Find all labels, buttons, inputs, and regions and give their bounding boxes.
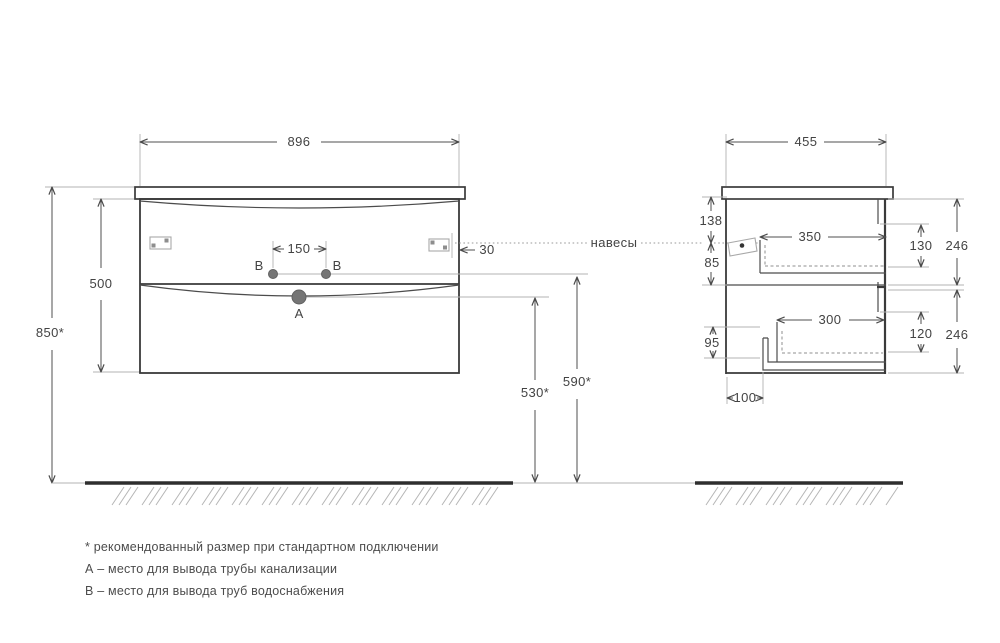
floor-hatch-line: [389, 487, 401, 505]
floor-hatch-line: [269, 487, 281, 505]
floor-hatch-line: [209, 487, 221, 505]
floor-hatch-line: [479, 487, 491, 505]
floor-hatch-line: [119, 487, 131, 505]
floor-hatch-line: [292, 487, 304, 505]
floor-hatch-line: [112, 487, 124, 505]
point-b-right-dot: [322, 270, 331, 279]
dim-side-depth: 455: [794, 134, 818, 149]
floor-hatch-line: [713, 487, 725, 505]
footnotes: [85, 540, 439, 598]
floor-hatch-line: [336, 487, 348, 505]
floor: [52, 483, 903, 505]
dim-bottom-drawer-depth: 300: [818, 312, 842, 327]
hanger-bracket-side: [728, 238, 757, 256]
dim-faucet-spacing: 150: [287, 241, 311, 256]
point-b-left-dot: [269, 270, 278, 279]
dim-front-width: 896: [287, 134, 311, 149]
floor-hatch-line: [156, 487, 168, 505]
dim-drain-height: 530*: [520, 385, 550, 400]
floor-hatch-line: [472, 487, 484, 505]
floor-hatch-line: [186, 487, 198, 505]
dim-top-front-height: 246: [945, 238, 969, 253]
dim-top-drawer-height: 130: [909, 238, 933, 253]
floor-hatch-line: [803, 487, 815, 505]
dim-bottom-front-height: 246: [945, 327, 969, 342]
countertop-front: [135, 187, 465, 199]
floor-hatch-line: [329, 487, 341, 505]
floor-hatch-line: [743, 487, 755, 505]
floor-hatch-line: [366, 487, 378, 505]
floor-hatch-line: [863, 487, 875, 505]
floor-hatch-line: [886, 487, 898, 505]
floor-hatch-line: [766, 487, 778, 505]
floor-hatch-line: [216, 487, 228, 505]
note-point-b: В – место для вывода труб водоснабжения: [85, 584, 345, 598]
floor-hatch-line: [780, 487, 792, 505]
dim-top-to-hanger: 138: [699, 213, 723, 228]
floor-hatch-line: [359, 487, 371, 505]
floor-hatch-line: [773, 487, 785, 505]
floor-hatch-line: [262, 487, 274, 505]
floor-hatch-line: [299, 487, 311, 505]
top-drawer-curve: [140, 201, 459, 208]
floor-hatch-line: [322, 487, 334, 505]
point-a-dot: [292, 290, 306, 304]
floor-hatch-line: [232, 487, 244, 505]
cabinet-body-front: [140, 199, 459, 373]
label-hangers: навесы: [590, 235, 638, 250]
floor-hatch-line: [456, 487, 468, 505]
floor-hatching-side: [706, 487, 898, 505]
floor-hatch-line: [426, 487, 438, 505]
floor-hatch-line: [382, 487, 394, 505]
dim-siphon-offset: 100: [733, 390, 757, 405]
side-view: [700, 134, 969, 405]
floor-hatch-line: [276, 487, 288, 505]
floor-hatch-line: [442, 487, 454, 505]
floor-hatch-line: [419, 487, 431, 505]
floor-hatch-line: [179, 487, 191, 505]
drawer-bottom-panel-notch: [763, 338, 886, 370]
floor-hatch-line: [720, 487, 732, 505]
floor-hatch-line: [126, 487, 138, 505]
dim-supply-height: 590*: [562, 374, 592, 389]
floor-hatch-line: [750, 487, 762, 505]
floor-hatch-line: [833, 487, 845, 505]
label-point-b-right: B: [332, 258, 342, 273]
dim-total-height: 850*: [35, 325, 65, 340]
floor-hatch-line: [826, 487, 838, 505]
floor-hatch-line: [736, 487, 748, 505]
note-point-a: А – место для вывода трубы канализации: [85, 562, 338, 576]
floor-hatching-front: [112, 487, 498, 505]
dim-bottom-drawer-height: 120: [909, 326, 933, 341]
floor-hatch-line: [796, 487, 808, 505]
dim-top-drawer-depth: 350: [798, 229, 822, 244]
floor-hatch-line: [449, 487, 461, 505]
floor-hatch-line: [840, 487, 852, 505]
dim-hanger-to-shelf: 85: [704, 255, 720, 270]
floor-hatch-line: [202, 487, 214, 505]
floor-hatch-line: [870, 487, 882, 505]
dim-siphon-height: 95: [704, 335, 720, 350]
note-recommended: * рекомендованный размер при стандартном подключении: [85, 540, 439, 554]
floor-hatch-line: [142, 487, 154, 505]
label-point-a: A: [294, 306, 304, 321]
floor-hatch-line: [172, 487, 184, 505]
dim-front-height: 500: [89, 276, 113, 291]
floor-hatch-line: [246, 487, 258, 505]
dim-bracket-offset: 30: [479, 242, 495, 257]
floor-hatch-line: [412, 487, 424, 505]
wall-bracket-right: [429, 233, 452, 258]
floor-hatch-line: [306, 487, 318, 505]
countertop-side: [722, 187, 893, 199]
front-view: [36, 134, 591, 483]
wall-bracket-left: [150, 237, 171, 249]
floor-hatch-line: [149, 487, 161, 505]
floor-hatch-line: [352, 487, 364, 505]
floor-hatch-line: [706, 487, 718, 505]
floor-hatch-line: [856, 487, 868, 505]
floor-hatch-line: [239, 487, 251, 505]
floor-hatch-line: [810, 487, 822, 505]
label-point-b-left: B: [254, 258, 264, 273]
hangers-leader: [455, 235, 758, 250]
floor-hatch-line: [486, 487, 498, 505]
floor-hatch-line: [396, 487, 408, 505]
